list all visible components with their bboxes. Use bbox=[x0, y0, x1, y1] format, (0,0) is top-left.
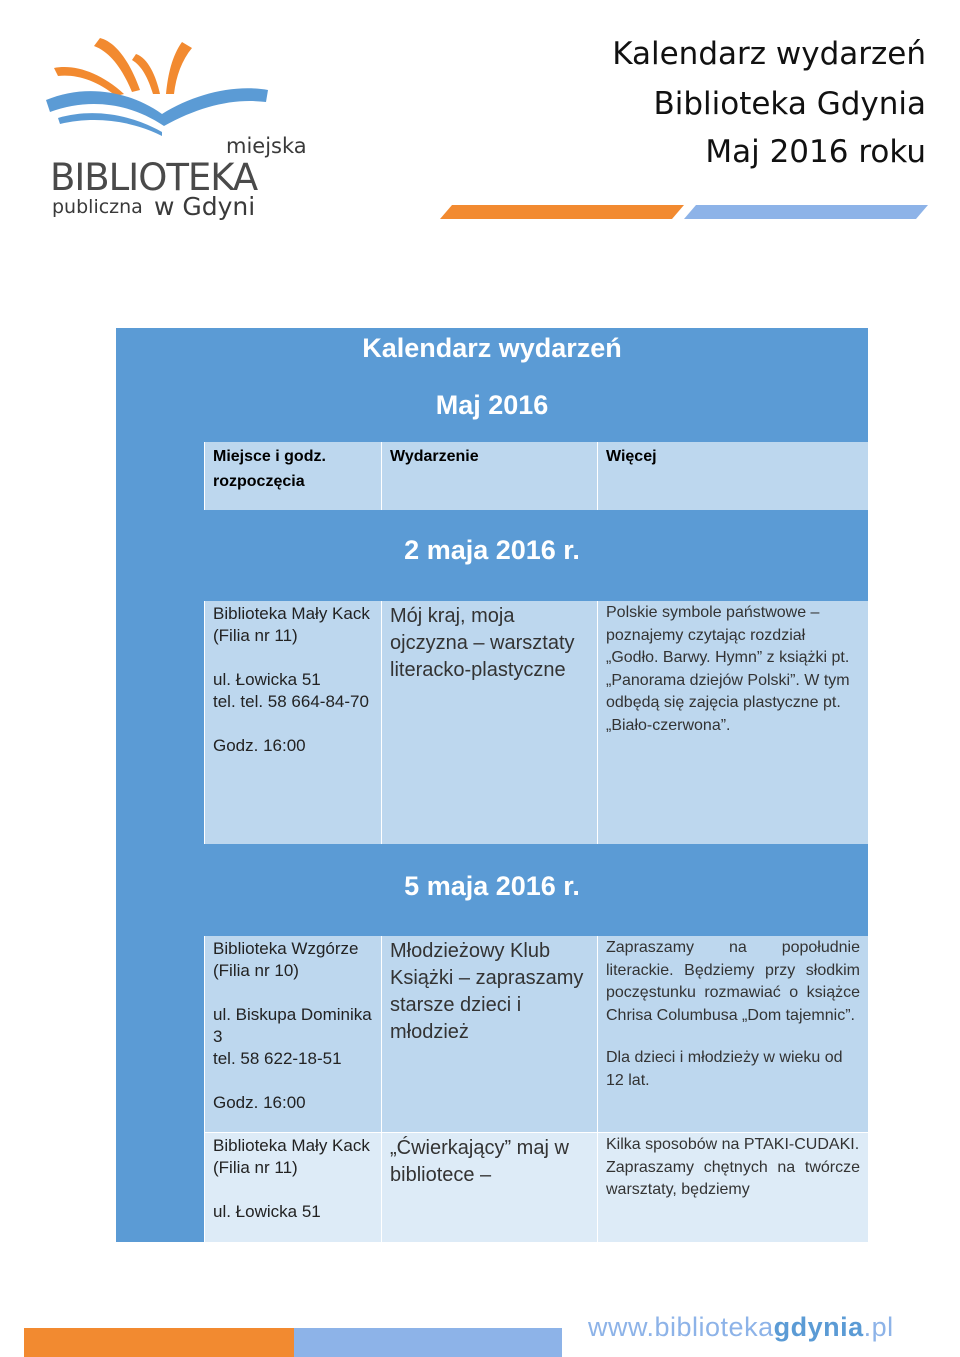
header-stripe-blue bbox=[684, 205, 928, 219]
calendar-table bbox=[116, 328, 868, 1242]
place-address: ul. Łowicka 51 bbox=[213, 670, 321, 689]
event-description: Kilka sposobów na PTAKI-CUDAKI. bbox=[606, 1136, 860, 1153]
event-more-cell bbox=[598, 1133, 868, 1242]
place-name: Biblioteka Mały Kack bbox=[213, 1136, 370, 1155]
place-address: ul. Łowicka 51 bbox=[213, 1202, 321, 1221]
event-more-cell bbox=[598, 601, 868, 844]
footer-stripe-blue bbox=[294, 1328, 562, 1357]
header-stripe-orange bbox=[440, 205, 684, 219]
date-band bbox=[116, 844, 868, 936]
place-name: Biblioteka Mały Kack bbox=[213, 604, 370, 623]
calendar-title: Kalendarz wydarzeń bbox=[362, 333, 622, 363]
event-invitation: Zapraszamy chętnych na twórcze warsztaty, będziemy bbox=[606, 1158, 860, 1198]
header-title-line3: Maj 2016 roku bbox=[705, 134, 926, 170]
library-logo bbox=[44, 28, 307, 221]
event-more-cell bbox=[598, 936, 868, 1132]
calendar-header bbox=[116, 328, 868, 442]
row-marker bbox=[116, 936, 204, 1242]
event-description: Polskie symbole państwowe – poznajemy czytając rozdział „Godło. Barwy. Hymn” z książki pt. „Panorama dziejów Polski”. W tym odbędą się zajęcia plastyczne pt. „Biało-czerwona”. bbox=[606, 604, 850, 734]
footer-website-url bbox=[588, 1312, 894, 1343]
url-prefix: www.biblioteka bbox=[588, 1312, 774, 1342]
header-title-line2: Biblioteka Gdynia bbox=[653, 86, 926, 122]
event-title: Mój kraj, moja ojczyzna – warsztaty literacko-plastyczne bbox=[390, 605, 575, 681]
logo-publiczna-text: publiczna bbox=[52, 196, 143, 218]
logo-biblioteka-text: BIBLIOTEKA bbox=[50, 156, 258, 199]
place-phone: tel. tel. 58 664-84-70 bbox=[213, 692, 369, 711]
event-place-cell bbox=[205, 601, 381, 844]
event-description: Zapraszamy na popołudnie literackie. Będziemy przy słodkim poczęstunku rozmawiać o książce Chrisa Columbusa „Dom tajemnic”. bbox=[606, 939, 860, 1024]
place-branch: (Filia nr 10) bbox=[213, 961, 299, 980]
logo-wgdyni-text: w Gdyni bbox=[154, 192, 256, 221]
event-title-cell bbox=[382, 1133, 597, 1242]
column-header-place: Miejsce i godz. rozpoczęcia bbox=[205, 442, 381, 510]
event-title-cell bbox=[382, 601, 597, 844]
event-place-cell bbox=[205, 936, 381, 1132]
event-time: Godz. 16:00 bbox=[213, 736, 306, 755]
date-heading: 2 maja 2016 r. bbox=[404, 535, 580, 565]
date-heading: 5 maja 2016 r. bbox=[404, 871, 580, 901]
row-marker bbox=[116, 601, 204, 844]
place-branch: (Filia nr 11) bbox=[213, 626, 298, 645]
place-name: Biblioteka Wzgórze bbox=[213, 939, 359, 958]
place-address: ul. Biskupa Dominika 3 bbox=[213, 1005, 372, 1046]
event-title: Młodzieżowy Klub Książki – zapraszamy starsze dzieci i młodzież bbox=[390, 940, 584, 1043]
place-branch: (Filia nr 11) bbox=[213, 1158, 298, 1177]
row-marker bbox=[116, 442, 204, 510]
column-header-event: Wydarzenie bbox=[382, 442, 597, 510]
column-header-more: Więcej bbox=[598, 442, 868, 510]
event-audience: Dla dzieci i młodzieży w wieku od 12 lat. bbox=[606, 1049, 843, 1089]
event-title: „Ćwierkający” maj w bibliotece – bbox=[390, 1137, 569, 1186]
url-suffix: .pl bbox=[863, 1312, 894, 1342]
event-time: Godz. 16:00 bbox=[213, 1093, 306, 1112]
header-title-line1: Kalendarz wydarzeń bbox=[612, 36, 926, 72]
logo-miejska-text: miejska bbox=[226, 134, 307, 158]
place-phone: tel. 58 622-18-51 bbox=[213, 1049, 342, 1068]
date-band bbox=[116, 510, 868, 601]
event-title-cell bbox=[382, 936, 597, 1132]
footer-stripe-orange bbox=[24, 1328, 294, 1357]
calendar-subtitle: Maj 2016 bbox=[435, 390, 549, 420]
open-book-icon bbox=[44, 28, 284, 138]
url-bold: gdynia bbox=[773, 1312, 864, 1342]
event-place-cell bbox=[205, 1133, 381, 1242]
